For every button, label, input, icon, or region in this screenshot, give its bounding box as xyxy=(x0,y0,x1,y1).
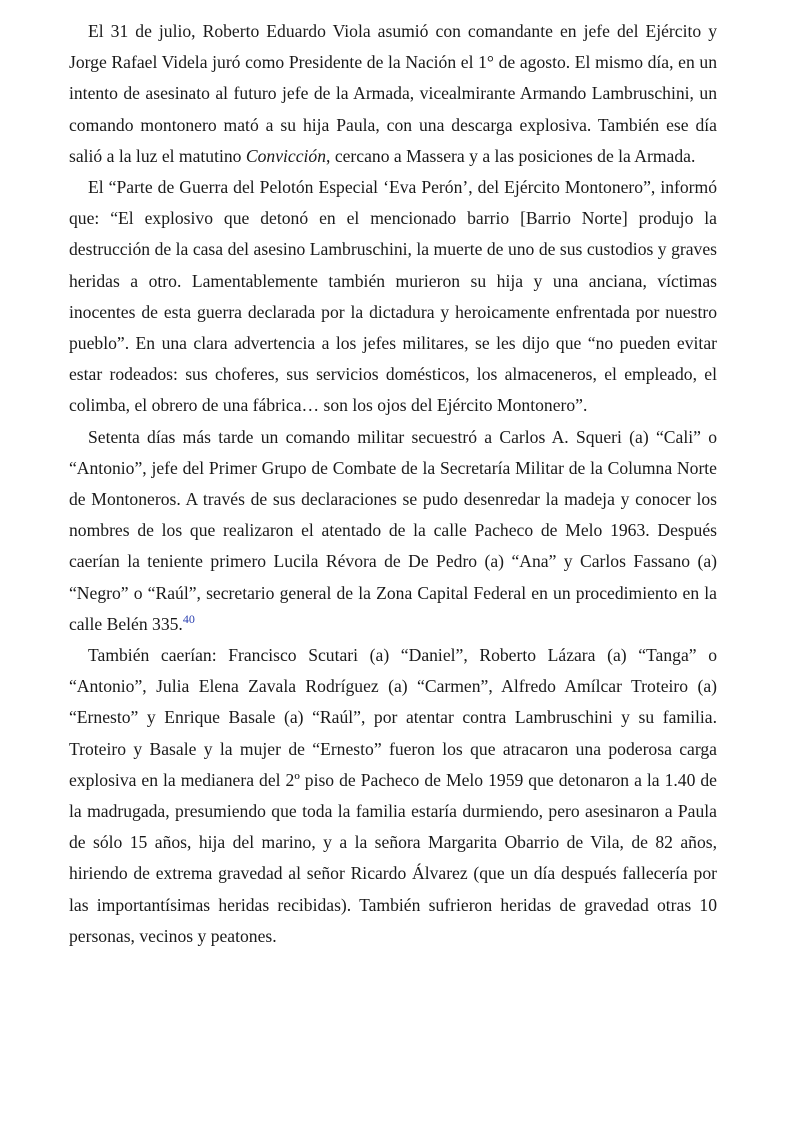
document-page xyxy=(69,16,717,952)
paragraph-parte-de-guerra xyxy=(69,172,717,422)
paragraph-3-text: Setenta días más tarde un comando militar secuestró a Carlos A. Squeri (a) “Cali” o “Antonio”, jefe del Primer Grupo de Combate de la Secretaría Militar de la Columna Norte de Montoneros. A través de sus declaraciones se pudo desenredar la madeja y conocer los nombres de los que realizaron el atentado de la calle Pacheco de Melo 1963. Después caerían la teniente primero Lucila Révora de De Pedro (a) “Ana” y Carlos Fassano (a) “Negro” o “Raúl”, secretario general de la Zona Capital Federal en un procedimiento en la calle Belén 335. xyxy=(69,426,717,634)
newspaper-title-conviccion: Convicción xyxy=(245,145,327,166)
paragraph-squeri xyxy=(69,422,717,640)
paragraph-caerian xyxy=(69,640,717,952)
footnote-ref-40[interactable]: 40 xyxy=(182,612,195,626)
paragraph-2-text: El “Parte de Guerra del Pelotón Especial ‘Eva Perón’, del Ejército Montonero”, informó que: “El explosivo que detonó en el mencionado barrio [Barrio Norte] produjo la destrucción de la casa del asesino Lambruschini, la muerte de uno de sus custodios y graves heridas a otro. Lamentablemente también murieron su hija y una anciana, víctimas inocentes de esta guerra declarada por la dictadura y heroicamente enfrentada por nuestro pueblo”. En una clara advertencia a los jefes militares, se les dijo que “no pueden evitar estar rodeados: sus choferes, sus servicios domésticos, los almaceneros, el empleado, el colimba, el obrero de una fábrica… son los ojos del Ejército Montonero”. xyxy=(69,177,717,416)
paragraph-4-text: También caerían: Francisco Scutari (a) “Daniel”, Roberto Lázara (a) “Tanga” o “Antonio”, Julia Elena Zavala Rodríguez (a) “Carmen”, Alfredo Amílcar Troteiro (a) “Ernesto” y Enrique Basale (a) “Raúl”, por atentar contra Lambruschini y su familia. Troteiro y Basale y la mujer de “Ernesto” fueron los que atracaron una poderosa carga explosiva en la medianera del 2º piso de Pacheco de Melo 1959 que detonaron a la 1.40 de la madrugada, presumiendo que toda la familia estaría durmiendo, pero asesinaron a Paula de sólo 15 años, hija del marino, y a la señora Margarita Obarrio de Vila, de 82 años, hiriendo de extrema gravedad al señor Ricardo Álvarez (que un día después fallecería por las importantísimas heridas recibidas). También sufrieron heridas de gravedad otras 10 personas, vecinos y peatones. xyxy=(69,645,717,946)
paragraph-1-text: El 31 de julio, Roberto Eduardo Viola asumió con comandante en jefe del Ejército y Jorge Rafael Videla juró como Presidente de la Nación el 1° de agosto. El mismo día, en un intento de asesinato al futuro jefe de la Armada, vicealmirante Armando Lambruschini, un comando montonero mató a su hija Paula, con una descarga explosiva. También ese día salió a la luz el matutino xyxy=(69,21,717,166)
paragraph-1-text-end: , cercano a Massera y a las posiciones de la Armada. xyxy=(326,145,696,166)
paragraph-viola-videla xyxy=(69,16,717,172)
